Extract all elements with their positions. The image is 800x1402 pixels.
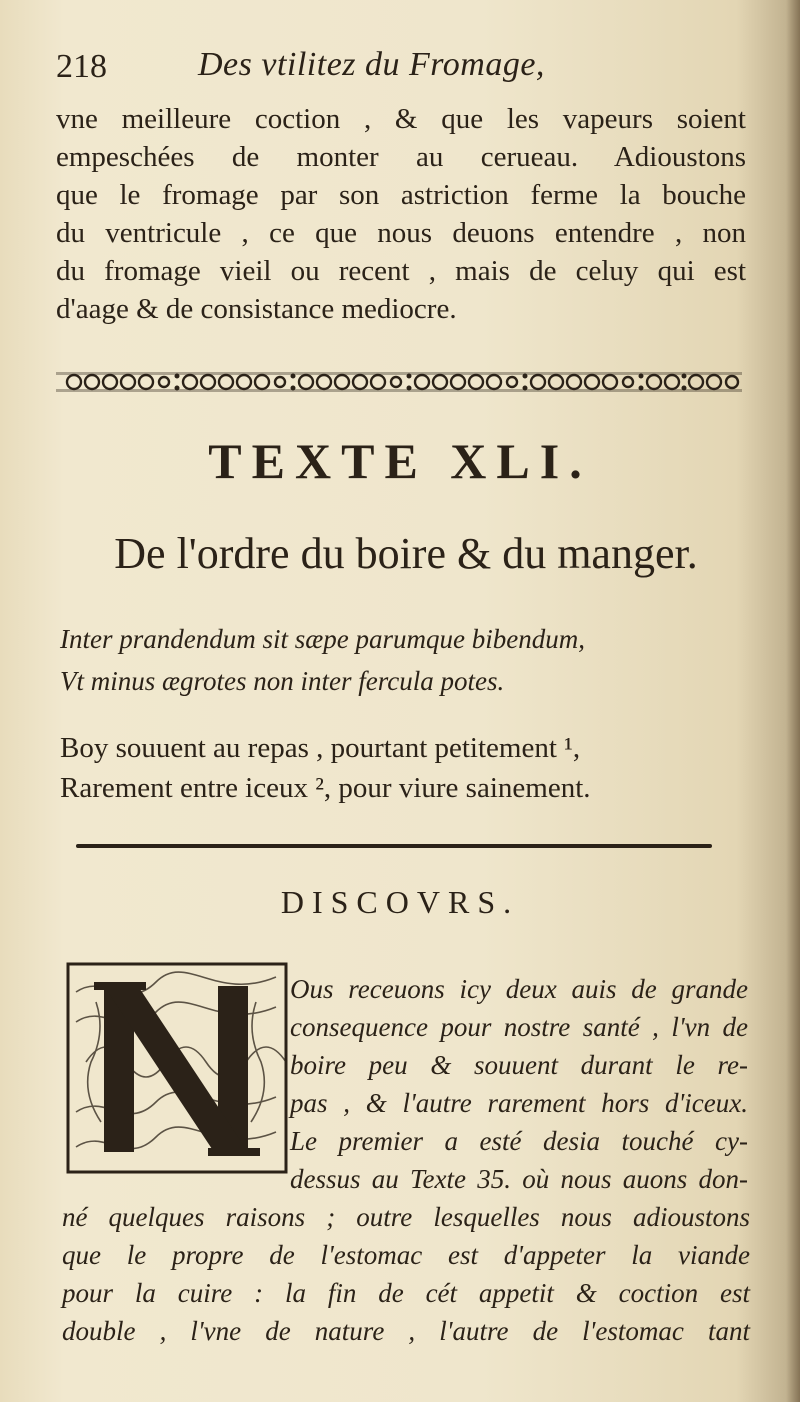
discours-full-width	[62, 1198, 750, 1350]
discours-beside-cap	[290, 970, 748, 1198]
text-line: Ous receuons icy deux auis de grande	[290, 974, 748, 1004]
top-paragraph	[56, 100, 746, 328]
section-subtitle: De l'ordre du boire & du manger.	[114, 529, 698, 578]
text-line: d'aage & de consistance mediocre.	[56, 293, 457, 325]
verse-line: Inter prandendum sit sæpe parumque bibendum,	[60, 624, 585, 654]
verse-line: Rarement entre iceux ², pour viure sainement.	[60, 772, 591, 804]
text-line: pour la cuire : la fin de cét appetit & coction est	[62, 1278, 750, 1308]
text-line: pas , & l'autre rarement hors d'iceux.	[290, 1088, 748, 1118]
page-number: 218	[56, 48, 107, 85]
verse-line: Vt minus ægrotes non inter fercula potes.	[60, 666, 505, 696]
running-title: Des vtilitez du Fromage,	[198, 46, 545, 83]
section-heading: TEXTE XLI.	[208, 433, 592, 489]
text-line: consequence pour nostre santé , l'vn de	[290, 1012, 748, 1042]
verse-line: Boy souuent au repas , pourtant petitement ¹,	[60, 732, 581, 764]
text-line: empeschées de monter au cerueau. Adioustons	[56, 141, 746, 173]
ornament-band-icon	[56, 362, 742, 402]
text-line: vne meilleure coction , & que les vapeurs soient	[56, 103, 746, 135]
text-line: du fromage vieil ou recent , mais de celuy qui est	[56, 255, 746, 287]
text-line: Le premier a esté desia touché cy-	[290, 1126, 748, 1156]
horizontal-rule	[76, 844, 712, 848]
text-line: boire peu & souuent durant le re-	[290, 1050, 748, 1080]
text-line: dessus au Texte 35. où nous auons don-	[290, 1164, 748, 1194]
text-line: né quelques raisons ; outre lesquelles nous adioustons	[62, 1202, 750, 1232]
text-line: que le fromage par son astriction ferme la bouche	[56, 179, 746, 211]
running-head	[56, 44, 746, 94]
french-verse	[60, 728, 760, 808]
text-line: double , l'vne de nature , l'autre de l'estomac tant	[62, 1316, 750, 1346]
drop-cap-letter-icon	[66, 962, 288, 1174]
discours-heading: DISCOVRS.	[280, 884, 520, 920]
text-line: du ventricule , ce que nous deuons entendre , non	[56, 217, 746, 249]
latin-verse	[60, 618, 760, 702]
text-line: que le propre de l'estomac est d'appeter la viande	[62, 1240, 750, 1270]
